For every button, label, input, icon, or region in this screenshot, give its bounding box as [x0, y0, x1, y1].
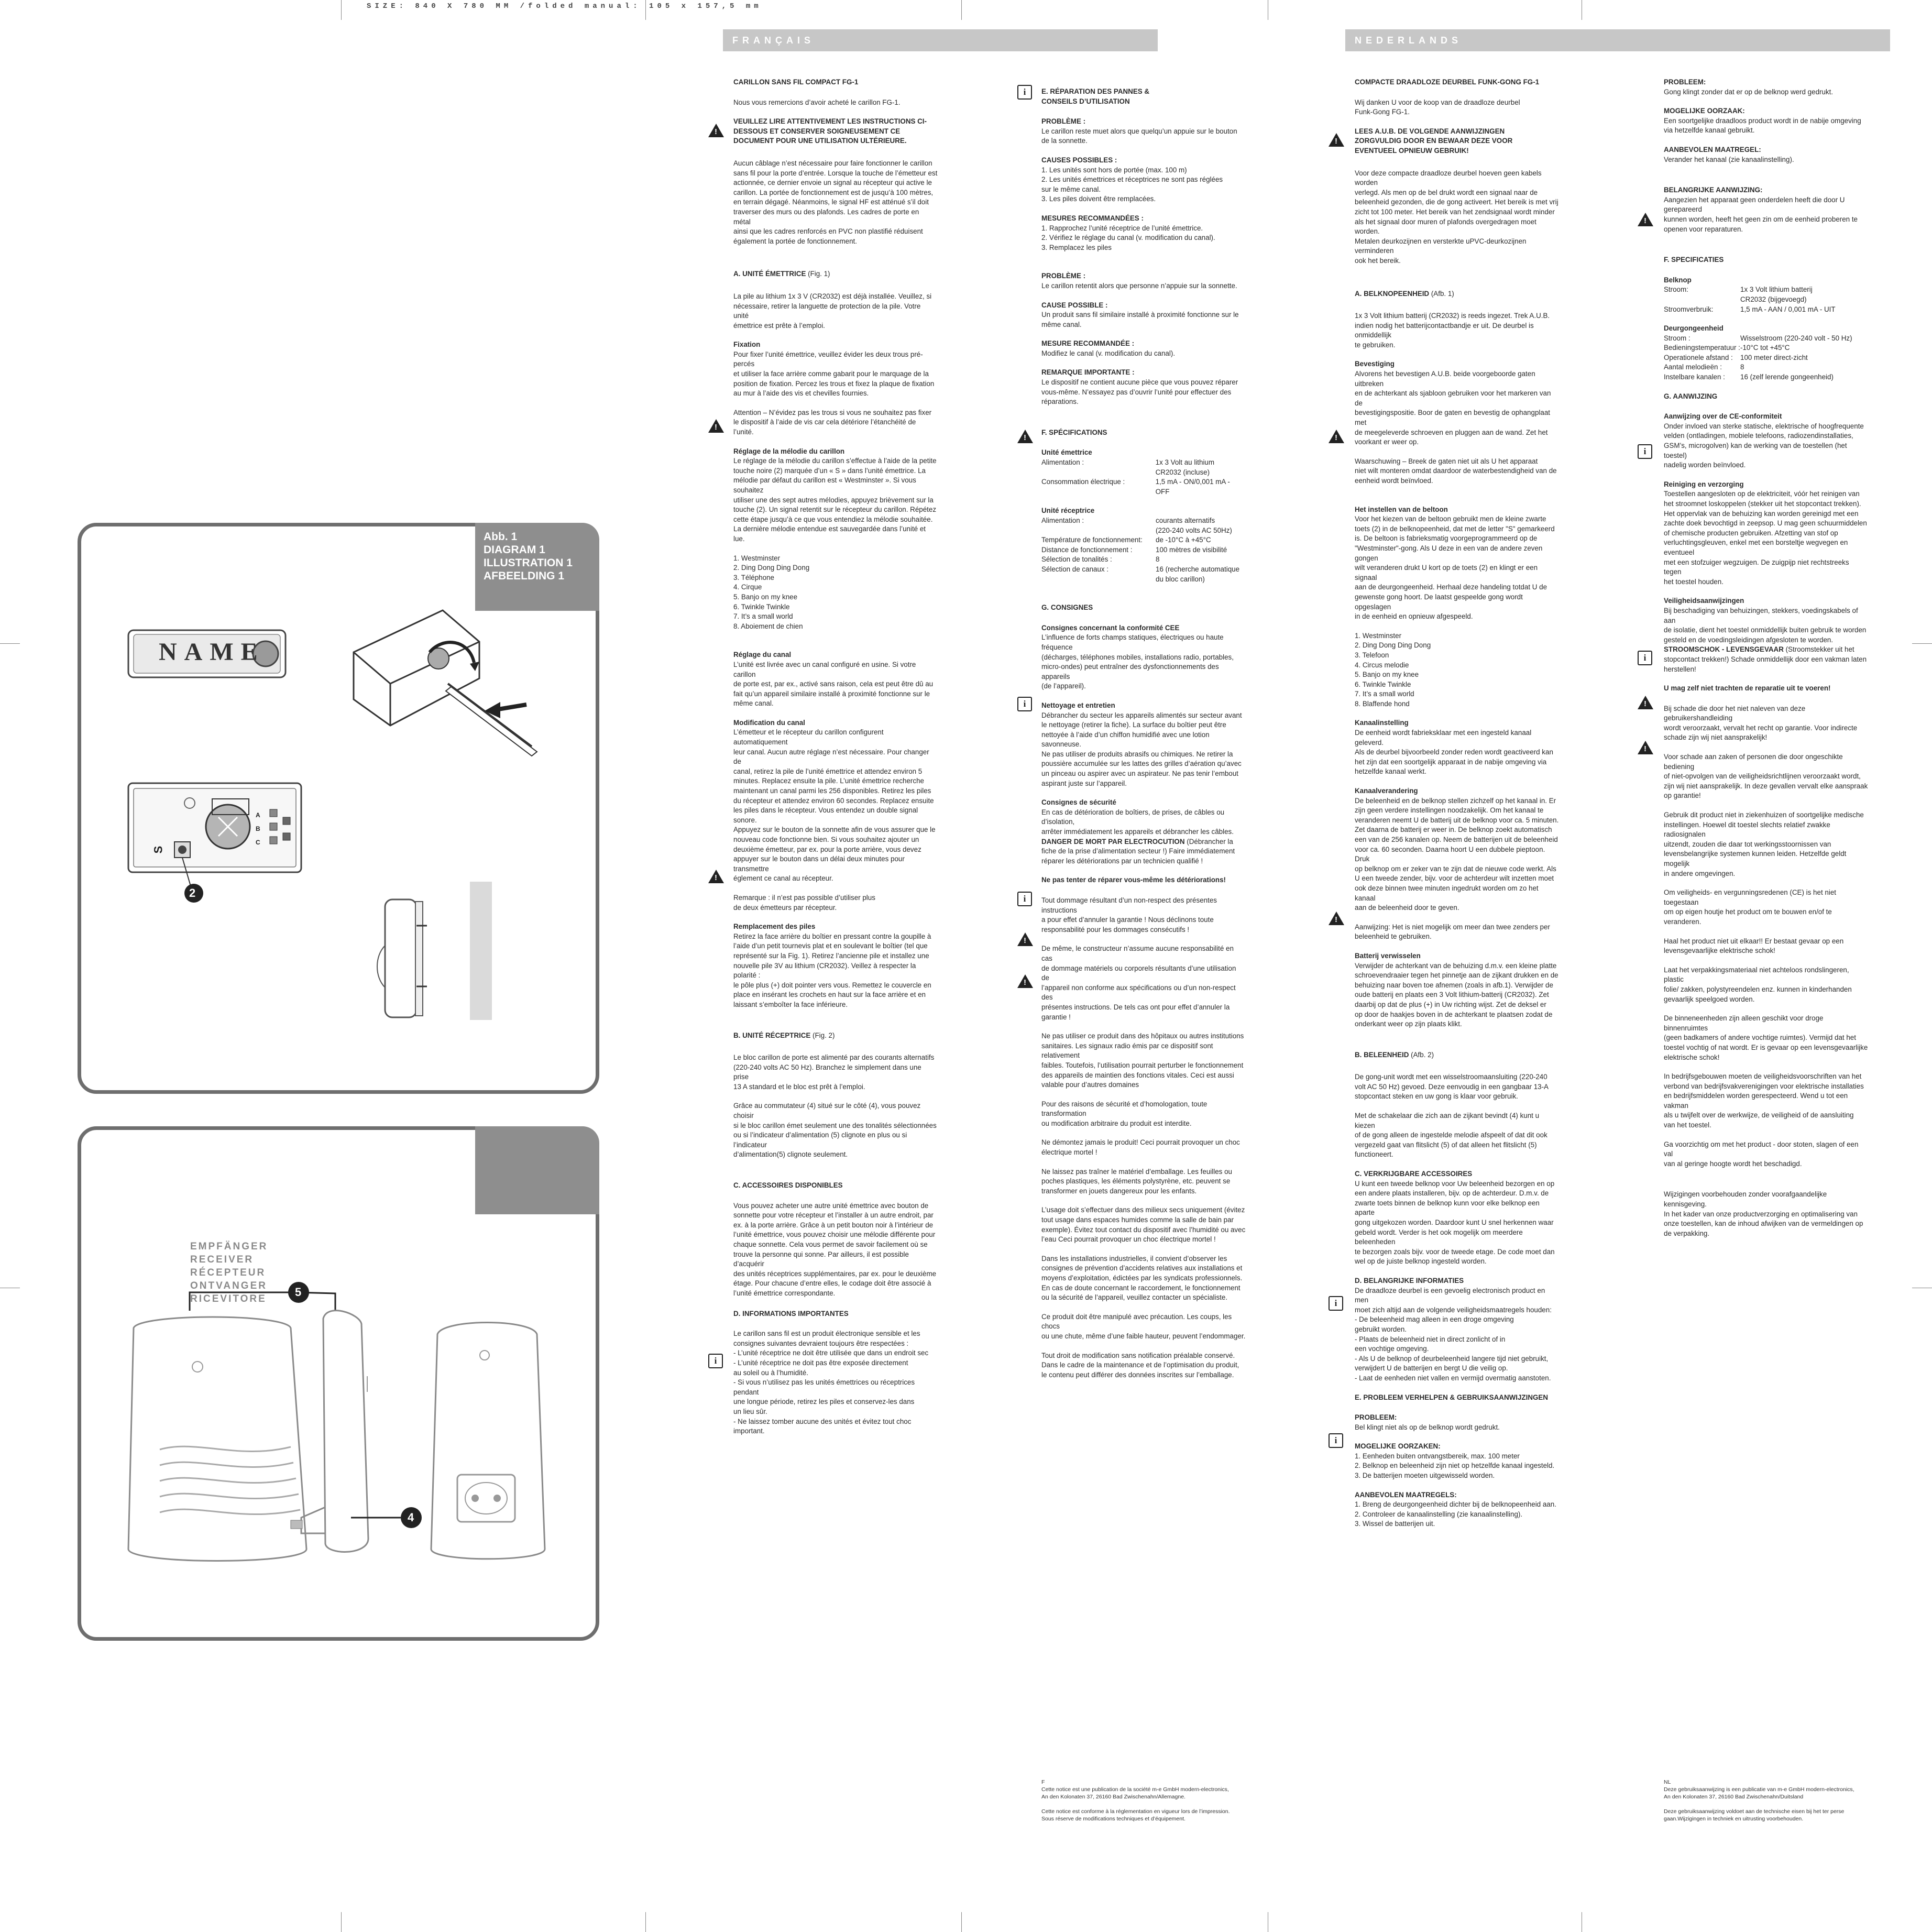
nl-danger-title: STROOMSCHOK - LEVENSGEVAAR: [1664, 645, 1784, 654]
nl-danger-text: (Stroomstekker uit het stopcontact trekken!) Schade onmiddellijk door een vakman laten herstellen!: [1664, 645, 1867, 673]
nl-p1-title: PROBLEEM:: [1355, 1413, 1397, 1422]
fr-m1-title: MESURES RECOMMANDÉES :: [1041, 214, 1144, 222]
fr-attention: Attention – N’évidez pas les trous si vous ne souhaitez pas fixer le dispositif à l’aide de vis car cela détériore l’étanchéité de l’unité.: [733, 408, 932, 436]
dutch-column-1: [1355, 78, 1559, 1539]
fr-d-text: Le carillon sans fil est un produit électronique sensible et les consignes suivantes devraient toujours être respectées : - L’unité réceptrice ne doit être utilisée que dans un endroit sec - L’unité réceptrice ne doit pas être exposée directement au soleil ou à l’humidité. - Si vous n’utilisez pas les unités émettrices ou réceptrices pendant une longue période, retirez les piles et conservez-les dans un lieu sûr. - Ne laissez tomber aucune des unités et évitez tout choc important.: [733, 1330, 929, 1435]
fr-b-title: B. UNITÉ RÉCEPTRICE: [733, 1031, 811, 1039]
nl-btn-labels: Stroom: Stroomverbruik:: [1664, 286, 1714, 313]
nl-c1-text: 1. Eenheden buiten ontvangstbereik, max. 100 meter 2. Belknop en beleenheid zijn niet op hetzelfde kanaal ingesteld. 3. De batterijen moeten uitgewisseld worden.: [1355, 1452, 1555, 1480]
fr-warn-read: VEUILLEZ LIRE ATTENTIVEMENT LES INSTRUCTIONS CI- DESSOUS ET CONSERVER SOIGNEUSEMENT CE DOCUMENT POUR UNE UTILISATION ULTÉRIEURE.: [733, 117, 927, 145]
fr-liab4: Pour des raisons de sécurité et d’homologation, toute transformation ou modification arbitraire du produit est interdite.: [1041, 1100, 1208, 1127]
nl-liab10: Wijzigingen voorbehouden zonder voorafgaandelijke kennisgeving. In het kader van onze productverzorging en optimalisering van onze toestellen, kan de inhoud afwijken van de vermeldingen op de verpakking.: [1664, 1190, 1863, 1237]
figure-2-panel: [78, 1126, 599, 1641]
fr-danger-text: (Débrancher la fiche de la prise d’alimentation secteur !) Faire immédiatement réparer les détériorations par un technicien qualifié !: [1041, 837, 1235, 865]
fr-b-fig: (Fig. 2): [813, 1031, 835, 1039]
nl-chmod-text: De beleenheid en de belknop stellen zichzelf op het kanaal in. Er zijn geen verdere instellingen noodzakelijk. Om het kanaal te veranderen neemt U de batterij uit de belknop voor ca. 5 minuten. Zet daarna de batterij er weer in. De belknop zoekt automatisch een van de 256 kanalen op. Neem de batterijen uit de beleenheid voor ca. 60 seconden. Daarna hoort U een dubbele pieptoon. Druk op belknop om er zeker van te zijn dat de nieuwe code werkt. Als U een tweede zender, bijv. voor de achterdeur wilt inzetten moet ook deze binnen twee minuten ingedrukt worden om zo het kanaal aan de beleenheid door te geven.: [1355, 796, 1559, 912]
fr-p1-title: PROBLÈME :: [1041, 117, 1086, 126]
fr-recv-labels: Alimentation : Température de fonctionnement: Distance de fonctionnement : Sélection de tonalités : Sélection de canaux :: [1041, 517, 1143, 573]
fr-clean-title: Nettoyage et entretien: [1041, 701, 1115, 709]
switch-s-label: S: [151, 846, 165, 854]
fr-battery-title: Remplacement des piles: [733, 923, 816, 931]
fr-m2-title: MESURE RECOMMANDÉE :: [1041, 339, 1135, 348]
warning-icon: [708, 870, 724, 883]
warning-icon: [1017, 430, 1033, 443]
warning-icon: [1329, 133, 1344, 147]
fr-title: CARILLON SANS FIL COMPACT FG-1: [733, 78, 859, 86]
nl-battery-text: Verwijder de achterkant van de behuizing d.m.v. een kleine platte schroevendraaier tegen het pinnetje aan de zijkant drukken en de behuizing naar boven toe afnemen (zoals in afb.1). Verwijder de oude batterij en plaats een 3 Volt lithium-batterij (CR2032). Zet daarbij op dat de plus (+) in Uw richting wijst. Zet de deksel er op door de haakjes boven in de achterkant te plaatsen zodat de onderkant weer op zijn plaats klikt.: [1355, 961, 1558, 1028]
fr-liab1: Tout dommage résultant d’un non-respect des présentes instructions a pour effet d’annuler la garantie ! Nous déclinons toute responsabilité pour les dommages consécutifs !: [1041, 896, 1217, 934]
fr-chmod-title: Modification du canal: [733, 718, 805, 727]
language-bar-french: FRANÇAIS: [723, 29, 1158, 51]
nl-b-text: De gong-unit wordt met een wisselstroomaansluiting (220-240 volt AC 50 Hz) gevoed. Deze eenvoudig in een gangbaar 13-A stopcontact steken en uw gong is klaar voor gebruik.: [1355, 1073, 1549, 1101]
fr-emit-labels: Alimentation : Consommation électrique :: [1041, 458, 1125, 486]
fr-note-title: REMARQUE IMPORTANTE :: [1041, 368, 1135, 377]
nl-safety-text: Bij beschadiging van behuizingen, stekkers, voedingskabels of aan de isolatie, dient het toestel onmiddellijk buiten gebruik te worden gesteld en de voedingsleidingen afgesloten te worden.: [1664, 606, 1867, 644]
figure-1-panel: [78, 523, 599, 1094]
info-icon: i: [1017, 85, 1032, 100]
nl-channel-text: De eenheid wordt fabrieksklaar met een ingesteld kanaal geleverd. Als de deurbel bijvoorbeeld zonder reden wordt geactiveerd kan het zijn dat een soortgelijk apparaat in de nabije omgeving via hetzelfde kanaal werkt.: [1355, 729, 1553, 776]
fr-c1-title: CAUSES POSSIBLES :: [1041, 156, 1117, 164]
fr-thanks: Nous vous remercions d’avoir acheté le carillon FG-1.: [733, 98, 901, 106]
nl-melody-text: Voor het kiezen van de beltoon gebruikt men de kleine zwarte toets (2) in de belknopeenheid, dat met de letter "S" gemarkeerd is. De beltoon is fabrieksmatig voorgeprogrammeerd op de "Westminster"-gong. Als U deze in een van de andere zeven gongen wilt veranderen drukt U kort op de toets (2) en klingt er een signaal aan de deurgongeenheid. Herhaal deze handeling totdat U de gewenste gong hoort. De laatst gespeelde gong wordt opgeslagen in de eenheid en opnieuw afgespeeld.: [1355, 515, 1555, 621]
nl-c-text: U kunt een tweede belknop voor Uw beleenheid bezorgen en op een andere plaats installeren, bijv. op de achterdeur. D.m.v. de zwarte toets binnen de belknop kunn voor elke belknop een aparte gong uitgekozen worden. Daardoor kunt U snel herkennen waar gebeld wordt. Verder is het ook mogelijk om meerdere beleenheden te bezorgen zoals bijv. voor de tweede etage. De code moet dan wel op de juiste belknop ingesteld worden.: [1355, 1179, 1555, 1266]
crop-mark: [0, 643, 20, 644]
fr-clean-text: Débrancher du secteur les appareils alimentés sur secteur avant le nettoyage (retirer la fiche). La surface du boîtier peut être nettoyée à l’aide d’un chiffon humidifié avec une lotion savonneuse. Ne pas utiliser de produits abrasifs ou chimiques. Ne retirer la poussière accumulée sur les lattes des grilles d’aération qu’avec un pinceau ou aspirer avec un aspirateur. Ne pas tenir l’embout aspirant juste sur l’appareil.: [1041, 711, 1242, 787]
nl-e-title: E. PROBLEEM VERHELPEN & GEBRUIKSAANWIJZINGEN: [1355, 1393, 1549, 1401]
nl-p2-title: PROBLEEM:: [1664, 78, 1706, 86]
nl-b-text2: Met de schakelaar die zich aan de zijkant bevindt (4) kunt u kiezen of de gong alleen de ingestelde melodie afspeelt of dat dit ook vergezeld gaat van flitslicht (5) of dat alleen het flitslicht (5) functioneert.: [1355, 1112, 1547, 1159]
fr-safety-text: En cas de détérioration de boîtiers, de prises, de câbles ou d’isolation, arrêter immédiatement les appareils et débrancher les câbles.: [1041, 808, 1234, 836]
nl-f-title: F. SPECIFICATIES: [1664, 256, 1724, 264]
warning-icon: [1017, 932, 1033, 946]
fr-p1-text: Le carillon reste muet alors que quelqu’un appuie sur le bouton de la sonnette.: [1041, 127, 1237, 145]
fr-a-text: La pile au lithium 1x 3 V (CR2032) est déjà installée. Veuillez, si nécessaire, retirer la languette de protection de la pile. Votre unité émettrice est prête à l’emploi.: [733, 292, 932, 330]
warning-icon: [1638, 213, 1653, 226]
nl-liab1: Bij schade die door het niet naleven van deze gebruikershandleiding wordt veroorzaakt, vervalt het recht op garantie. Voor indirecte schade zijn wij niet aansprakelijk!: [1664, 704, 1858, 742]
fr-ce-title: Consignes concernant la conformité CEE: [1041, 623, 1180, 632]
fr-c2-title: CAUSE POSSIBLE :: [1041, 301, 1108, 309]
nl-m1-title: AANBEVOLEN MAATREGELS:: [1355, 1490, 1457, 1499]
fr-recv-values: courants alternatifs (220-240 volts AC 50Hz) de -10°C à +45°C 100 mètres de visibilité 8 16 (recherche automatique du bloc carillon): [1156, 517, 1240, 583]
nl-liab2: Voor schade aan zaken of personen die door ongeschikte bediening of niet-opvolgen van de veiligheidsrichtlijnen veroorzaakt wordt, zijn wij niet aansprakelijk. In deze gevallen vervalt elke aanspraak op garantie!: [1664, 753, 1868, 800]
nl-d-title: D. BELANGRIJKE INFORMATIES: [1355, 1276, 1464, 1285]
warning-icon: [1638, 741, 1653, 754]
fr-g-title: G. CONSIGNES: [1041, 603, 1093, 612]
fr-melody-title: Réglage de la mélodie du carillon: [733, 447, 845, 455]
fr-note-text: Le dispositif ne contient aucune pièce que vous pouvez réparer vous-même. N’essayez pas d’ouvrir l’unité pour effectuer des réparations.: [1041, 378, 1238, 406]
fr-liab2: De même, le constructeur n’assume aucune responsabilité en cas de dommage matériels ou corporels résultants d’une utilisation de l’appareil non conforme aux spécifications ou d’un non-respect des présentes instructions. De tels cas ont pour effet d’annuler la garantie !: [1041, 945, 1236, 1021]
name-plate-text: NAME: [159, 638, 265, 666]
nl-btn-title: Belknop: [1664, 276, 1692, 284]
info-icon: i: [1638, 444, 1652, 459]
nl-m2-title: AANBEVOLEN MAATREGEL:: [1664, 145, 1761, 153]
nl-warn-read: LEES A.U.B. DE VOLGENDE AANWIJZINGEN ZORGVULDIG DOOR EN BEWAAR DEZE VOOR EVENTUEEL OPNIEUW GEBRUIK!: [1355, 127, 1513, 155]
fr-emit-values: 1x 3 Volt au lithium CR2032 (incluse) 1,5 mA - ON/0,001 mA - OFF: [1155, 458, 1230, 496]
nl-liab8: In bedrijfsgebouwen moeten de veiligheidsvoorschriften van het verbond van bedrijfsvakverenigingen voor elektrische installaties en bedrijfsmiddelen worden gerespecteerd. Wend u tot een vakman als u twijfelt over de werkwijze, de veiligheid of de aansluiting van het toestel.: [1664, 1072, 1864, 1129]
fr-recv-title: Unité réceptrice: [1041, 507, 1095, 515]
info-icon: i: [708, 1354, 723, 1368]
nl-gong-title: Deurgongeenheid: [1664, 324, 1724, 333]
nl-remark: Aanwijzing: Het is niet mogelijk om meer dan twee zenders per beleenheid te gebruiken.: [1355, 923, 1550, 941]
nl-title: COMPACTE DRAADLOZE DEURBEL FUNK-GONG FG-1: [1355, 78, 1540, 86]
nl-battery-title: Batterij verwisselen: [1355, 951, 1421, 960]
fr-fix-title: Fixation: [733, 341, 761, 349]
warning-icon: [1638, 696, 1653, 709]
warning-icon: [708, 124, 724, 137]
fr-m2-text: Modifiez le canal (v. modification du canal).: [1041, 349, 1176, 357]
nl-c-title: C. VERKRIJGBARE ACCESSOIRES: [1355, 1170, 1473, 1178]
nl-norepair: U mag zelf niet trachten de reparatie uit te voeren!: [1664, 684, 1831, 693]
fr-c1-text: 1. Les unités sont hors de portée (max. 100 m) 2. Les unités émettrices et réceptrices ne sont pas réglées sur le même canal. 3. Les piles doivent être remplacées.: [1041, 166, 1223, 203]
dutch-column-2: [1664, 78, 1868, 1248]
crop-mark: [341, 1912, 342, 1932]
nl-melodies: 1. Westminster 2. Ding Dong Ding Dong 3. Telefoon 4. Circus melodie 5. Banjo on my knee 6. Twinkle Twinkle 7. It’s a small world 8. Blaffende hond: [1355, 631, 1431, 708]
fr-ce-text: L’influence de forts champs statiques, électriques ou haute fréquence (décharges, téléphones mobiles, installations radio, portables, micro-ondes) peut entraîner des dysfonctionnements des appareils (de l’appareil).: [1041, 633, 1234, 690]
fr-c-text: Vous pouvez acheter une autre unité émettrice avec bouton de sonnette pour votre récepteur et l’installer à un autre endroit, par ex. à la porte arrière. Grâce à un petit bouton noir à l’intérieur de l’unité émettrice, vous pouvez choisir une mélodie différente pour chaque sonnette. Cela vous permet de savoir facilement où se trouve la personne qui sonne. Par ailleurs, il est possible d’acquérir des unités réceptrices supplémentaires, par ex. pour le deuxième étage. Pour chacune d’entre elles, le codage doit être associé à l’unité émettrice correspondante.: [733, 1201, 937, 1297]
nl-liab9: Ga voorzichtig om met het product - door stoten, slagen of een val van al geringe hoogte wordt het beschadigd.: [1664, 1140, 1859, 1168]
fr-d-title: D. INFORMATIONS IMPORTANTES: [733, 1309, 849, 1318]
nl-a-fig: (Afb. 1): [1431, 289, 1454, 298]
nl-liab5: Haal het product niet uit elkaar!! Er bestaat gevaar op een levensgevaarlijke elektrische schok!: [1664, 937, 1844, 955]
fr-emit-title: Unité émettrice: [1041, 448, 1092, 457]
fr-channel-text: L’unité est livrée avec un canal configuré en usine. Si votre carillon de porte est, par ex., activé sans raison, cela est peut être dû au fait qu’un appareil similaire installé à proximité fonctionne sur le même canal.: [733, 660, 934, 708]
fr-c-title: C. ACCESSOIRES DISPONIBLES: [733, 1181, 843, 1190]
crop-mark: [961, 1912, 962, 1932]
nl-thanks: Wij danken U voor de koop van de draadloze deurbel Funk-Gong FG-1.: [1355, 98, 1520, 116]
fr-norepair: Ne pas tenter de réparer vous-même les détériorations!: [1041, 876, 1226, 884]
nl-safety-title: Veiligheidsaanwijzingen: [1664, 597, 1744, 605]
nl-intro: Voor deze compacte draadloze deurbel hoeven geen kabels worden verlegd. Als men op de bel drukt wordt een signaal naar de beleenheid gezonden, die de gong activeert. Het bereik is met vrij zicht tot 100 meter. Het bereik van het zendsignaal wordt minder als het signaal door muren of plafonds overgedragen moet worden. Metalen deurkozijnen en versterkte uPVC-deurkozijnen verminderen ook het bereik.: [1355, 169, 1558, 265]
fr-chmod-text: L’émetteur et le récepteur du carillon configurent automatiquement leur canal. Aucun autre réglage n’est nécessaire. Pour changer de canal, retirez la pile de l’unité émettrice et attendez environ 5 minutes. Replacez ensuite la pile. L’unité émettrice recherche maintenant un canal parmi les 256 disponibles. Retirez les piles du récepteur et attendez environ 60 secondes. Replacez ensuite les piles dans le récepteur. Vous entendez un double signal sonore. Appuyez sur le bouton de la sonnette afin de vous assurer que le nouveau code fonctionne bien. Si vous souhaitez ajouter un deuxième émetteur, par ex. pour la porte arrière, vous devez appuyer sur le bouton dans un délai deux minutes pour transmettre églement ce canal au récepteur.: [733, 728, 936, 883]
nl-melody-title: Het instellen van de beltoon: [1355, 505, 1448, 513]
fr-safety-title: Consignes de sécurité: [1041, 798, 1116, 807]
info-icon: i: [1017, 697, 1032, 711]
nl-attention: Waarschuwing – Breek de gaten niet uit als U het apparaat niet wilt monteren omdat daardoor de waterbestendigheid van de eenheid wordt beïnvloed.: [1355, 457, 1557, 485]
fr-melodies: 1. Westminster 2. Ding Dong Ding Dong 3. Téléphone 4. Cirque 5. Banjo on my knee 6. Twinkle Twinkle 7. It’s a small world 8. Aboiement de chien: [733, 554, 810, 630]
size-header: SIZE: 840 X 780 MM /folded manual: 105 x 157,5 mm: [367, 2, 762, 10]
nl-fix-text: Alvorens het bevestigen A.U.B. beide voorgeboorde gaten uitbreken en de achterkant als sjabloon gebruiken voor het markeren van de bevestigingspositie. Boor de gaten en bevestig de ophangplaat met de meegeleverde schroeven en pluggen aan de wand. Zet het voorkant er weer op.: [1355, 370, 1551, 446]
fr-p2-text: Le carillon retentit alors que personne n’appuie sur la sonnette.: [1041, 281, 1237, 290]
nl-d-text: De draadloze deurbel is een gevoelig electronisch product en men moet zich altijd aan de volgende veiligheidsmaatregels houden: - De beleenheid mag alleen in een droge omgeving gebruikt worden. - Plaats de beleenheid niet in direct zonlicht of in een vochtige omgeving. - Als U de belknop of deurbeleenheid langere tijd niet gebruikt, verwijdert U de batterijen en bergt U die veilig op. - Laat de eenheden niet vallen en vermijd overmatig aanstoten.: [1355, 1286, 1552, 1382]
warning-icon: [1017, 974, 1033, 988]
fr-liab7: L’usage doit s’effectuer dans des milieux secs uniquement (évitez tout usage dans espaces humides comme la salle de bain par exemple). Évitez tout contact du dispositif avec l’humidité ou avec l’eau Ceci pourrait provoquer un choc électrique mortel !: [1041, 1206, 1246, 1244]
fr-p2-title: PROBLÈME :: [1041, 272, 1086, 280]
fr-e-title: E. RÉPARATION DES PANNES & CONSEILS D’UTILISATION: [1041, 87, 1150, 105]
nl-m1-text: 1. Breng de deurgongeenheid dichter bij de belknopeenheid aan. 2. Controleer de kanaalinstelling (zie kanaalinstelling). 3. Wissel de batterijen uit.: [1355, 1500, 1556, 1528]
nl-note-title: BELANGRIJKE AANWIJZING:: [1664, 186, 1763, 194]
info-icon: i: [1329, 1296, 1343, 1311]
nl-clean-text: Toestellen aangesloten op de elektriciteit, vóór het reinigen van het stroomnet loskoppelen (stekker uit het stopcontact trekken). Het oppervlak van de behuizing kan worden gereinigd met een zachte doek bevochtigd in zeepsop. U mag geen schuurmiddelen of chemische producten gebruiken. Afzetting van stof op verluchtingsgleuven, enkel met een borsteltje wegvegen en eventueel met een stofzuiger wegzuigen. De zuigpijp niet rechtstreeks tegen het toestel houden.: [1664, 490, 1867, 586]
french-column-2: [1041, 87, 1246, 1389]
nl-note-text: Aangezien het apparaat geen onderdelen heeft die door U gerepareerd kunnen worden, heeft het geen zin om de eenheid proberen te openen voor reparaturen.: [1664, 195, 1858, 233]
french-footer: F Cette notice est une publication de la société m-e GmbH modern-electronics, An den Kolonaten 37, 26160 Bad Zwischenahn/Allemagne. Cette notice est conforme à la réglementation en vigueur lors de l’impression. Sous réserve de modifications techniques et d’équipement.: [1041, 1779, 1230, 1822]
warning-icon: [1329, 912, 1344, 925]
figure-1-drawing: [81, 526, 595, 1090]
fr-danger-title: DANGER DE MORT PAR ELECTROCUTION: [1041, 837, 1185, 846]
receiver-labels: EMPFÄNGER RECEIVER RÉCEPTEUR ONTVANGER RICEVITORE: [190, 1241, 268, 1304]
nl-p2-text: Gong klingt zonder dat er op de belknop werd gedrukt.: [1664, 87, 1834, 96]
fr-f-title: F. SPÉCIFICATIONS: [1041, 428, 1107, 436]
fr-b-text2: Grâce au commutateur (4) situé sur le côté (4), vous pouvez choisir si le bloc carillon émet seulement une des tonalités sélectionnées ou si l’indicateur d’alimentation (5) clignote en plus ou si l’indicateur d’alimentation(5) clignote seulement.: [733, 1102, 937, 1159]
nl-c2-text: Een soortgelijke draadloos product wordt in de nabije omgeving via hetzelfde kanaal gebruikt.: [1664, 116, 1861, 135]
french-column-1: [733, 78, 938, 1446]
marker-5: 5: [295, 1286, 302, 1299]
nl-ce-text: Onder invloed van sterke statische, elektrische of hoogfrequente velden (ontladingen, mobiele telefoons, radiozendinstallaties, GSM’s, microgolven) kan de werking van de toestellen (het toestel) nadelig worden beïnvloed.: [1664, 422, 1864, 469]
fr-melody-text: Le réglage de la mélodie du carillon s’effectue à l’aide de la petite touche noire (2) marquée d’un « S » dans l’unité émettrice. La mélodie par défaut du carillon est « Westminster ». Si vous souhaitez utiliser une des sept autres mélodies, appuyez brièvement sur la touche (2). Un signal retentit sur le récepteur du carillon. Répétez cette étape jusqu’à ce que vous entendiez la mélodie souhaitée. La dernière mélodie entendue est sauvegardée dans l’unité et lue.: [733, 457, 937, 543]
figure-2-drawing: [81, 1130, 595, 1637]
nl-liab4: Om veiligheids- en vergunningsredenen (CE) is het niet toegestaan om op eigen houtje het product om te bouwen en/of te veranderen.: [1664, 888, 1836, 926]
nl-c2-title: MOGELIJKE OORZAAK:: [1664, 107, 1745, 115]
fr-liab5: Ne démontez jamais le produit! Ceci pourrait provoquer un choc électrique mortel !: [1041, 1138, 1240, 1157]
crop-mark: [645, 1912, 646, 1932]
nl-liab6: Laat het verpakkingsmateriaal niet achteloos rondslingeren, plastic folie/ zakken, polystyreendelen enz. kunnen in kinderhanden gevaarlijk speelgoed worden.: [1664, 965, 1852, 1003]
crop-mark: [961, 0, 962, 20]
info-icon: i: [1017, 892, 1032, 906]
fr-intro: Aucun câblage n’est nécessaire pour faire fonctionner le carillon sans fil pour la porte d’entrée. Lorsque la touche de l’émetteur est actionnée, ce dernier envoie un signal au récepteur qui active le carillon. La portée de fonctionnement est de jusqu’à 100 mètres, en terrain dégagé. Néanmoins, le signal HF est atténué s’il doit traverser des murs ou des plafonds. Les cadres de porte en métal ainsi que les cadres renforcés en PVC non plastifié réduisent également la portée de fonctionnement.: [733, 159, 938, 245]
fr-fix-text: Pour fixer l’unité émettrice, veuillez évider les deux trous pré-percés et utiliser la face arrière comme gabarit pour le marquage de la position de fixation. Percez les trous et fixez la plaque de fixation au mur à l’aide des vis et chevilles fournies.: [733, 350, 935, 398]
marker-4: 4: [408, 1511, 414, 1524]
nl-clean-title: Reiniging en verzorging: [1664, 480, 1744, 488]
figure-1-label: Abb. 1 DIAGRAM 1 ILLUSTRATION 1 AFBEELDING 1: [475, 523, 599, 611]
fr-liab3: Ne pas utiliser ce produit dans des hôpitaux ou autres institutions sanitaires. Les signaux radio émis par ce dispositif sont relativement faibles. Toutefois, l’utilisation pourrait perturber le fonctionnement des appareils de maintien des fonctions vitales. Ceci est aussi valable pour d’autres domaines: [1041, 1032, 1244, 1089]
nl-fix-title: Bevestiging: [1355, 360, 1395, 368]
language-bar-dutch: NEDERLANDS: [1345, 29, 1890, 51]
dutch-footer: NL Deze gebruiksaanwijzing is een publicatie van m-e GmbH modern-electronics, An den Kolonaten 37, 26160 Bad Zwischenahn/Duitsland Deze gebruiksaanwijzing voldoet aan de technische eisen bij het ter perse gaan.Wijzigingen in techniek en uitrusting voorbehouden.: [1664, 1779, 1854, 1822]
warning-icon: [1329, 430, 1344, 443]
fr-battery-text: Retirez la face arrière du boîtier en pressant contre la goupille à l’aide d’un petit tournevis plat et en soulevant le boîtier (tel que représenté sur la Fig. 1). Retirez l’ancienne pile et installez une nouvelle pile 3V au lithium (CR2032). Veillez à respecter la polarité : le pôle plus (+) doit pointer vers vous. Remettez le couvercle en place en insérant les crochets en haut sur la face arrière et en laissant s’emboîter la face inférieure.: [733, 932, 931, 1008]
nl-c1-title: MOGELIJKE OORZAKEN:: [1355, 1442, 1441, 1451]
nl-liab7: De binneneenheden zijn alleen geschikt voor droge binnenruimtes (geen badkamers of andere vochtige ruimtes). Vermijd dat het toestel vochtig of nat wordt. Er is gevaar op een levensgevaarlijke elektrische schok!: [1664, 1014, 1868, 1061]
fr-a-fig: (Fig. 1): [808, 270, 830, 278]
fr-a-title: A. UNITÉ ÉMETTRICE: [733, 270, 806, 278]
fr-liab8: Dans les installations industrielles, il convient d’observer les consignes de prévention d’accidents relatives aux installations et moyens d’exploitation, édictées par les syndicats professionnels. En cas de doute concernant le raccordement, le fonctionnement ou la sécurité de l’appareil, veuillez contacter un spécialiste.: [1041, 1254, 1243, 1302]
nl-a-text: 1x 3 Volt lithium batterij (CR2032) is reeds ingezet. Trek A.U.B. indien nodig het batterijcontactbandje er uit. De deurbel is onmiddellijk te gebruiken.: [1355, 312, 1550, 349]
nl-ce-title: Aanwijzing over de CE-conformiteit: [1664, 412, 1782, 421]
nl-g-title: G. AANWIJZING: [1664, 392, 1718, 400]
fr-liab6: Ne laissez pas traîner le matériel d’emballage. Les feuilles ou poches plastiques, les éléments polystyrène, etc. peuvent se transformer en jouets dangereux pour les enfants.: [1041, 1167, 1232, 1195]
fr-liab9: Ce produit doit être manipulé avec précaution. Les coups, les chocs ou une chute, même d’une faible hauteur, peuvent l’endommager.: [1041, 1312, 1246, 1340]
fr-m1-text: 1. Rapprochez l’unité réceptrice de l’unité émettrice. 2. Vérifiez le réglage du canal (v. modification du canal). 3. Remplacez les piles: [1041, 224, 1215, 251]
nl-chmod-title: Kanaalverandering: [1355, 787, 1418, 795]
crop-mark: [341, 0, 342, 20]
fr-liab10: Tout droit de modification sans notification préalable conservé. Dans le cadre de la maintenance et de l’optimisation du produit, le contenu peut différer des données inscrites sur l’emballage.: [1041, 1351, 1239, 1379]
nl-b-fig: (Afb. 2): [1411, 1050, 1434, 1059]
nl-liab3: Gebruik dit product niet in ziekenhuizen of soortgelijke medische instellingen. Hoewel dit toestel slechts relatief zwakke radiosignalen uitzendt, zouden die daar tot werkingsstoornissen van levensbelangrijke systemen kunnen leiden. Hetzelfde geldt mogelijk in andere omgevingen.: [1664, 811, 1864, 877]
fr-c2-text: Un produit sans fil similaire installé à proximité fonctionne sur le même canal.: [1041, 311, 1239, 328]
crop-mark: [1912, 643, 1932, 644]
nl-gong-labels: Stroom : Bedieningstemperatuur : Operationele afstand : Aantal melodieën : Instelbare kanalen :: [1664, 334, 1740, 381]
info-icon: i: [1329, 1433, 1343, 1448]
nl-m2-text: Verander het kanaal (zie kanaalinstelling).: [1664, 155, 1794, 163]
fr-channel-title: Réglage du canal: [733, 651, 792, 659]
nl-p1-text: Bel klingt niet als op de belknop wordt gedrukt.: [1355, 1423, 1500, 1431]
fr-b-text: Le bloc carillon de porte est alimenté par des courants alternatifs (220-240 volts AC 50 Hz). Branchez le simplement dans une prise 13 A standard et le bloc est prêt à l’emploi.: [733, 1053, 935, 1091]
warning-icon: [708, 419, 724, 433]
nl-channel-title: Kanaalinstelling: [1355, 719, 1409, 727]
info-icon: i: [1638, 651, 1652, 665]
fr-remark: Remarque : il n’est pas possible d’utiliser plus de deux émetteurs par récepteur.: [733, 893, 875, 912]
nl-b-title: B. BELEENHEID: [1355, 1050, 1409, 1059]
marker-2: 2: [189, 886, 196, 899]
nl-btn-values: 1x 3 Volt lithium batterij CR2032 (bijgevoegd) 1,5 mA - AAN / 0,001 mA - UIT: [1740, 286, 1836, 313]
nl-gong-values: Wisselstroom (220-240 volt - 50 Hz) -10°C tot +45°C 100 meter direct-zicht 8 16 (zelf lerende gongeenheid): [1740, 334, 1852, 381]
dip-letters: A B C: [256, 811, 260, 846]
nl-a-title: A. BELKNOPEENHEID: [1355, 289, 1430, 298]
